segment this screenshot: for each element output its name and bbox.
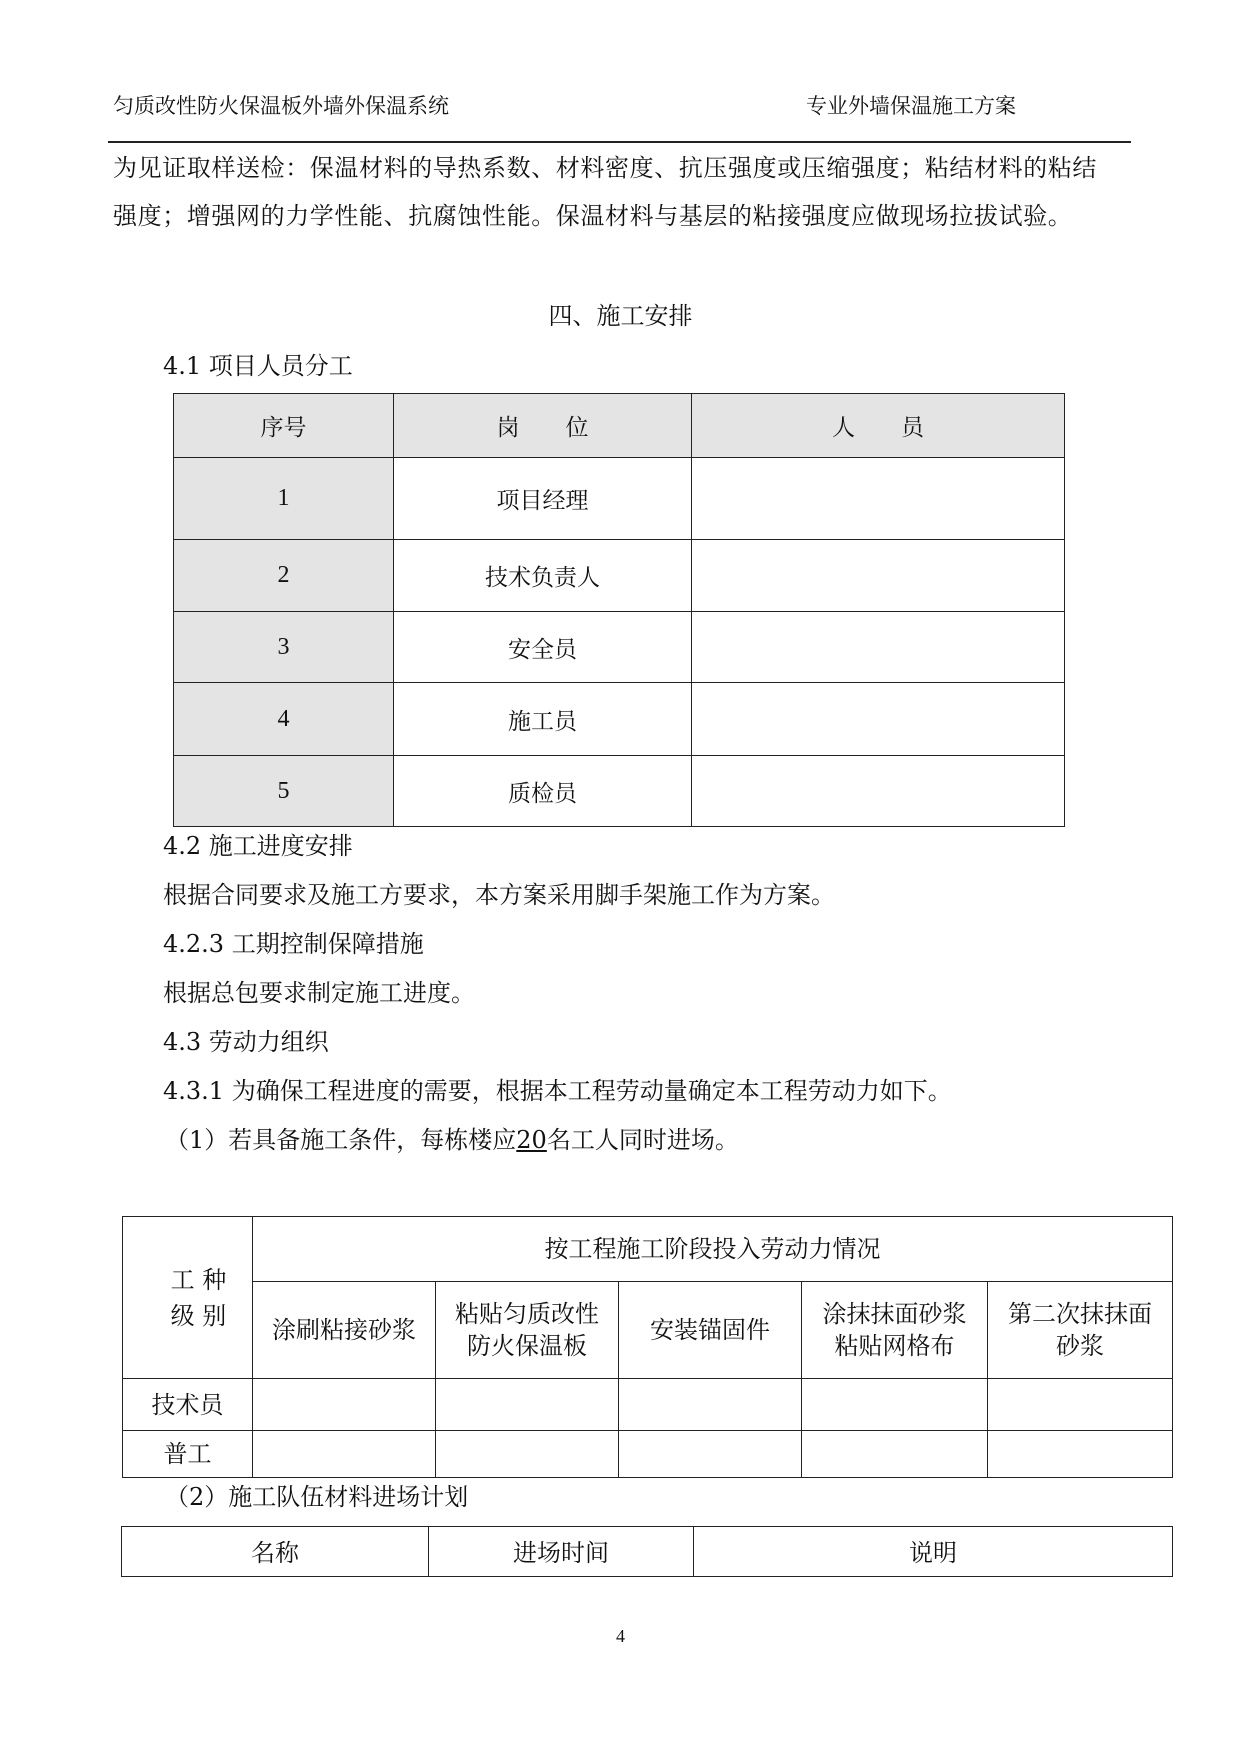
staff-row-post: 安全员 <box>394 612 692 683</box>
staff-row-no: 2 <box>174 540 394 612</box>
staff-row-person <box>692 683 1065 756</box>
staff-header-person: 人 员 <box>692 394 1065 458</box>
header-left: 匀质改性防火保温板外墙外保温系统 <box>113 94 449 118</box>
labor-group-header-row <box>123 1217 1173 1282</box>
labor-stage-row <box>123 1282 1173 1379</box>
labor-table <box>122 1216 1173 1478</box>
staff-row-post: 施工员 <box>394 683 692 756</box>
labor-stage-header <box>988 1282 1173 1379</box>
labor-cell <box>436 1379 619 1431</box>
labor-stage-header <box>436 1282 619 1379</box>
staff-row-post: 项目经理 <box>394 458 692 540</box>
text-4-3-1: 4.3.1 为确保工程进度的需要，根据本工程劳动量确定本工程劳动力如下。 <box>163 1077 952 1105</box>
labor-stage-header <box>619 1282 802 1379</box>
labor-corner-line-1: 工 种 <box>170 1265 227 1294</box>
header-rule <box>108 141 1131 143</box>
staff-row-person <box>692 540 1065 612</box>
stage-line-2: 砂浆 <box>1056 1332 1105 1360</box>
text-4-2: 根据合同要求及施工方要求，本方案采用脚手架施工作为方案。 <box>163 881 835 909</box>
item-2: （2）施工队伍材料进场计划 <box>165 1483 469 1511</box>
item-1-count: 20 <box>516 1126 547 1154</box>
labor-corner-cell <box>123 1217 253 1379</box>
labor-cell <box>619 1431 802 1478</box>
staff-row-no: 1 <box>174 458 394 540</box>
labor-row-label: 普工 <box>123 1431 253 1478</box>
material-header-name: 名称 <box>122 1527 429 1577</box>
labor-cell <box>802 1379 988 1431</box>
header-right: 专业外墙保温施工方案 <box>806 94 1016 118</box>
staff-header-row <box>174 394 1065 458</box>
item-1-suffix: 名工人同时进场。 <box>546 1126 739 1154</box>
stage-line-1: 粘贴匀质改性 <box>455 1300 599 1328</box>
labor-cell <box>988 1379 1173 1431</box>
labor-cell <box>436 1431 619 1478</box>
text-4-2-3: 根据总包要求制定施工进度。 <box>163 979 475 1007</box>
material-header-row <box>122 1527 1173 1577</box>
labor-stage-header <box>802 1282 988 1379</box>
stage-line-1: 安装锚固件 <box>650 1316 770 1344</box>
labor-cell <box>253 1379 436 1431</box>
labor-row <box>123 1379 1173 1431</box>
staff-row-no: 3 <box>174 612 394 683</box>
heading-4-2-3: 4.2.3 工期控制保障措施 <box>163 930 424 958</box>
labor-row <box>123 1431 1173 1478</box>
staff-row-post: 质检员 <box>394 756 692 827</box>
staff-row-no: 5 <box>174 756 394 827</box>
staff-row <box>174 756 1065 827</box>
labor-cell <box>802 1431 988 1478</box>
staff-row <box>174 683 1065 756</box>
staff-row-person <box>692 612 1065 683</box>
stage-line-1: 涂刷粘接砂浆 <box>272 1316 416 1344</box>
labor-cell <box>253 1431 436 1478</box>
labor-cell <box>988 1431 1173 1478</box>
section-title: 四、施工安排 <box>548 302 693 330</box>
staff-row <box>174 458 1065 540</box>
item-1-prefix: （1）若具备施工条件，每栋楼应 <box>165 1126 517 1154</box>
labor-row-label: 技术员 <box>123 1379 253 1431</box>
staff-header-post: 岗 位 <box>394 394 692 458</box>
stage-line-2: 防火保温板 <box>467 1332 587 1360</box>
heading-4-3: 4.3 劳动力组织 <box>163 1028 329 1056</box>
heading-4-1: 4.1 项目人员分工 <box>163 352 353 380</box>
staff-row-person <box>692 756 1065 827</box>
page-number: 4 <box>616 1626 625 1646</box>
stage-line-2: 粘贴网格布 <box>834 1332 955 1360</box>
labor-group-header: 按工程施工阶段投入劳动力情况 <box>253 1217 1173 1282</box>
labor-stage-header <box>253 1282 436 1379</box>
intro-line-2: 强度；增强网的力学性能、抗腐蚀性能。保温材料与基层的粘接强度应做现场拉拔试验。 <box>113 202 1073 230</box>
labor-corner-line-2: 级 别 <box>170 1301 227 1330</box>
staff-row-no: 4 <box>174 683 394 756</box>
staff-table <box>173 393 1065 827</box>
heading-4-2: 4.2 施工进度安排 <box>163 832 353 860</box>
staff-row <box>174 612 1065 683</box>
item-1 <box>165 1120 739 1155</box>
labor-cell <box>619 1379 802 1431</box>
material-header-note: 说明 <box>694 1527 1173 1577</box>
staff-header-no: 序号 <box>174 394 394 458</box>
stage-line-1: 涂抹抹面砂浆 <box>822 1300 967 1328</box>
material-table <box>121 1526 1173 1577</box>
intro-line-1: 为见证取样送检：保温材料的导热系数、材料密度、抗压强度或压缩强度；粘结材料的粘结 <box>113 154 1097 182</box>
staff-row-person <box>692 458 1065 540</box>
material-header-time: 进场时间 <box>429 1527 694 1577</box>
staff-row-post: 技术负责人 <box>394 540 692 612</box>
staff-row <box>174 540 1065 612</box>
stage-line-1: 第二次抹抹面 <box>1008 1300 1153 1328</box>
